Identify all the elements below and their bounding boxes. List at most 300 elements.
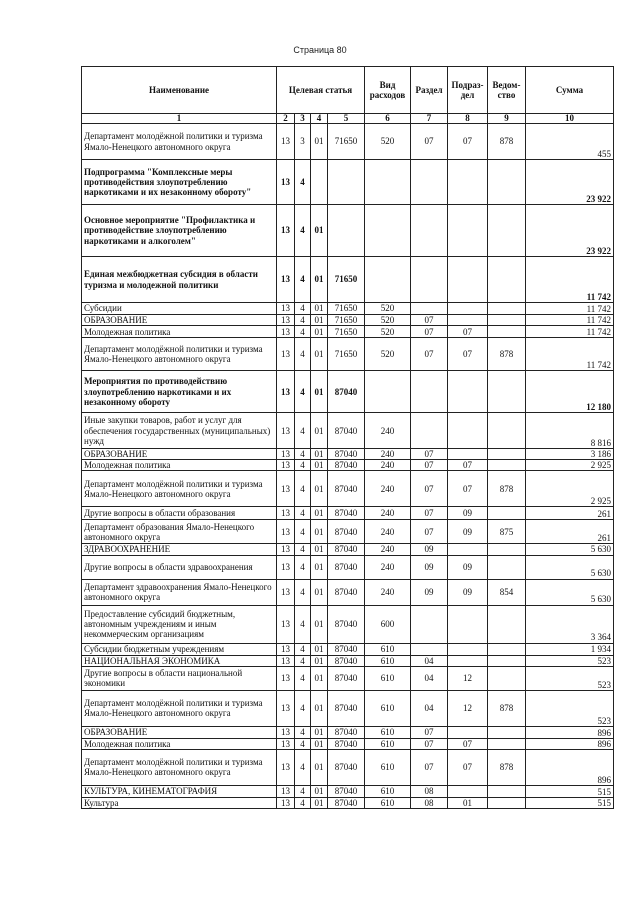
row-name-cell: КУЛЬТУРА, КИНЕМАТОГРАФИЯ: [82, 785, 277, 797]
target-code-direction-cell: 71650: [328, 303, 365, 315]
subsection-cell: 12: [448, 666, 488, 690]
expense-type-cell: 240: [365, 520, 411, 544]
target-code-direction-cell: 87040: [328, 666, 365, 690]
expense-type-cell: 610: [365, 797, 411, 808]
expense-type-cell: 240: [365, 579, 411, 605]
target-code-subprogram-cell: 4: [295, 544, 311, 555]
target-code-event-cell: 01: [311, 555, 328, 579]
table-row: [82, 555, 614, 579]
target-code-direction-cell: 87040: [328, 579, 365, 605]
table-row: [82, 520, 614, 544]
section-cell: 07: [411, 315, 448, 326]
expense-type-cell: 240: [365, 544, 411, 555]
department-code-cell: [488, 303, 526, 315]
target-code-program-cell: 13: [277, 690, 295, 726]
target-code-direction-cell: 71650: [328, 257, 365, 303]
target-code-direction-cell: 87040: [328, 726, 365, 738]
section-cell: 04: [411, 655, 448, 666]
expense-type-cell: 610: [365, 690, 411, 726]
target-code-event-cell: 01: [311, 797, 328, 808]
target-code-program-cell: 13: [277, 460, 295, 471]
row-name-cell: Молодежная политика: [82, 738, 277, 749]
table-row: [82, 666, 614, 690]
header-section: Раздел: [411, 67, 448, 114]
target-code-program-cell: 13: [277, 471, 295, 507]
target-code-subprogram-cell: 4: [295, 690, 311, 726]
department-code-cell: 854: [488, 579, 526, 605]
target-code-direction-cell: 87040: [328, 690, 365, 726]
subsection-cell: 07: [448, 471, 488, 507]
table-row: [82, 326, 614, 338]
subsection-cell: [448, 160, 488, 205]
row-name-cell: Молодежная политика: [82, 326, 277, 338]
row-name-cell: Другие вопросы в области образования: [82, 507, 277, 520]
row-name-cell: Департамент молодёжной политики и туризма Ямало-Ненецкого автономного округа: [82, 471, 277, 507]
subsection-cell: 07: [448, 749, 488, 785]
target-code-direction-cell: 87040: [328, 449, 365, 460]
subsection-cell: 07: [448, 460, 488, 471]
section-cell: 08: [411, 785, 448, 797]
target-code-direction-cell: 87040: [328, 520, 365, 544]
target-code-event-cell: 01: [311, 738, 328, 749]
table-row: [82, 738, 614, 749]
section-cell: 08: [411, 797, 448, 808]
target-code-direction-cell: 71650: [328, 315, 365, 326]
row-name-cell: Другие вопросы в области здравоохранения: [82, 555, 277, 579]
section-cell: 09: [411, 555, 448, 579]
table-row: [82, 544, 614, 555]
expense-type-cell: 240: [365, 413, 411, 449]
subsection-cell: 01: [448, 797, 488, 808]
expense-type-cell: 520: [365, 303, 411, 315]
table-row: [82, 690, 614, 726]
department-code-cell: [488, 726, 526, 738]
target-code-direction-cell: 87040: [328, 738, 365, 749]
target-code-subprogram-cell: 4: [295, 605, 311, 643]
row-name-cell: Подпрограмма "Комплексные меры противодействия злоупотреблению наркотиками и их незаконному обороту": [82, 160, 277, 205]
table-row: [82, 413, 614, 449]
target-code-program-cell: 13: [277, 315, 295, 326]
sum-cell: 2 925: [526, 471, 614, 507]
target-code-subprogram-cell: 4: [295, 507, 311, 520]
table-body: [82, 124, 614, 809]
column-number: 8: [448, 114, 488, 124]
section-cell: 07: [411, 338, 448, 371]
sum-cell: 896: [526, 726, 614, 738]
target-code-event-cell: 01: [311, 605, 328, 643]
sum-cell: 5 630: [526, 555, 614, 579]
row-name-cell: Мероприятия по противодействию злоупотреблению наркотиками и их незаконному обороту: [82, 371, 277, 413]
department-code-cell: 875: [488, 520, 526, 544]
row-name-cell: Департамент молодёжной политики и туризма Ямало-Ненецкого автономного округа: [82, 124, 277, 160]
table-row: [82, 507, 614, 520]
subsection-cell: [448, 449, 488, 460]
target-code-subprogram-cell: 4: [295, 520, 311, 544]
column-number: 2: [277, 114, 295, 124]
department-code-cell: 878: [488, 749, 526, 785]
target-code-program-cell: 13: [277, 605, 295, 643]
section-cell: 07: [411, 738, 448, 749]
sum-cell: 2 925: [526, 460, 614, 471]
target-code-subprogram-cell: 3: [295, 124, 311, 160]
department-code-cell: [488, 797, 526, 808]
table-row: [82, 160, 614, 205]
row-name-cell: Основное мероприятие "Профилактика и противодействие злоупотреблению наркотиками и алкоголем": [82, 205, 277, 257]
section-cell: 07: [411, 460, 448, 471]
subsection-cell: [448, 544, 488, 555]
target-code-subprogram-cell: 4: [295, 460, 311, 471]
row-name-cell: Другие вопросы в области национальной экономики: [82, 666, 277, 690]
subsection-cell: [448, 205, 488, 257]
section-cell: 09: [411, 579, 448, 605]
sum-cell: 11 742: [526, 326, 614, 338]
subsection-cell: [448, 413, 488, 449]
target-code-program-cell: 13: [277, 655, 295, 666]
target-code-event-cell: 01: [311, 544, 328, 555]
target-code-event-cell: 01: [311, 315, 328, 326]
row-name-cell: НАЦИОНАЛЬНАЯ ЭКОНОМИКА: [82, 655, 277, 666]
row-name-cell: Культура: [82, 797, 277, 808]
target-code-direction-cell: 87040: [328, 507, 365, 520]
subsection-cell: [448, 605, 488, 643]
department-code-cell: [488, 257, 526, 303]
row-name-cell: Субсидии: [82, 303, 277, 315]
department-code-cell: [488, 507, 526, 520]
subsection-cell: 07: [448, 738, 488, 749]
expense-type-cell: 240: [365, 555, 411, 579]
department-code-cell: [488, 371, 526, 413]
section-cell: [411, 205, 448, 257]
table-row: [82, 449, 614, 460]
row-name-cell: Департамент молодёжной политики и туризма Ямало-Ненецкого автономного округа: [82, 338, 277, 371]
target-code-subprogram-cell: 4: [295, 413, 311, 449]
row-name-cell: ЗДРАВООХРАНЕНИЕ: [82, 544, 277, 555]
target-code-event-cell: 01: [311, 460, 328, 471]
sum-cell: 5 630: [526, 544, 614, 555]
sum-cell: 261: [526, 507, 614, 520]
section-cell: [411, 303, 448, 315]
target-code-subprogram-cell: 4: [295, 371, 311, 413]
target-code-direction-cell: 87040: [328, 655, 365, 666]
target-code-subprogram-cell: 4: [295, 205, 311, 257]
department-code-cell: [488, 738, 526, 749]
target-code-direction-cell: 71650: [328, 338, 365, 371]
subsection-cell: 09: [448, 507, 488, 520]
row-name-cell: Департамент образования Ямало-Ненецкого автономного округа: [82, 520, 277, 544]
department-code-cell: [488, 326, 526, 338]
target-code-subprogram-cell: 4: [295, 257, 311, 303]
target-code-event-cell: 01: [311, 643, 328, 655]
department-code-cell: [488, 785, 526, 797]
target-code-direction-cell: 87040: [328, 749, 365, 785]
section-cell: [411, 257, 448, 303]
target-code-direction-cell: 71650: [328, 124, 365, 160]
expense-type-cell: [365, 257, 411, 303]
section-cell: 09: [411, 544, 448, 555]
sum-cell: 3 364: [526, 605, 614, 643]
department-code-cell: 878: [488, 690, 526, 726]
target-code-event-cell: 01: [311, 785, 328, 797]
header-subsection: Подраз-дел: [448, 67, 488, 114]
table-row: [82, 205, 614, 257]
department-code-cell: [488, 160, 526, 205]
section-cell: [411, 371, 448, 413]
expense-type-cell: 520: [365, 338, 411, 371]
target-code-event-cell: 01: [311, 413, 328, 449]
section-cell: [411, 160, 448, 205]
target-code-event-cell: 01: [311, 690, 328, 726]
row-name-cell: Единая межбюджетная субсидия в области туризма и молодежной политики: [82, 257, 277, 303]
target-code-subprogram-cell: 4: [295, 326, 311, 338]
section-cell: 04: [411, 690, 448, 726]
sum-cell: 896: [526, 749, 614, 785]
target-code-program-cell: 13: [277, 643, 295, 655]
table-row: [82, 749, 614, 785]
header-department: Ведом-ство: [488, 67, 526, 114]
department-code-cell: [488, 460, 526, 471]
expense-type-cell: 240: [365, 449, 411, 460]
expense-type-cell: 240: [365, 460, 411, 471]
row-name-cell: Предоставление субсидий бюджетным, автономным учреждениям и иным некоммерческим организациям: [82, 605, 277, 643]
row-name-cell: ОБРАЗОВАНИЕ: [82, 449, 277, 460]
target-code-program-cell: 13: [277, 520, 295, 544]
column-number: 1: [82, 114, 277, 124]
target-code-event-cell: 01: [311, 371, 328, 413]
target-code-event-cell: 01: [311, 726, 328, 738]
sum-cell: 12 180: [526, 371, 614, 413]
header-row: [82, 67, 614, 114]
table-row: [82, 303, 614, 315]
expense-type-cell: [365, 160, 411, 205]
header-target-article: Целевая статья: [277, 67, 365, 114]
sum-cell: 523: [526, 690, 614, 726]
expense-type-cell: 610: [365, 749, 411, 785]
target-code-program-cell: 13: [277, 303, 295, 315]
target-code-program-cell: 13: [277, 738, 295, 749]
table-row: [82, 655, 614, 666]
target-code-subprogram-cell: 4: [295, 449, 311, 460]
target-code-event-cell: 01: [311, 338, 328, 371]
target-code-event-cell: 01: [311, 303, 328, 315]
department-code-cell: [488, 655, 526, 666]
target-code-direction-cell: 87040: [328, 797, 365, 808]
column-number: 4: [311, 114, 328, 124]
table-row: [82, 124, 614, 160]
target-code-program-cell: 13: [277, 797, 295, 808]
target-code-program-cell: 13: [277, 160, 295, 205]
target-code-direction-cell: 87040: [328, 544, 365, 555]
table-row: [82, 338, 614, 371]
table-row: [82, 605, 614, 643]
expense-type-cell: 610: [365, 666, 411, 690]
sum-cell: 523: [526, 666, 614, 690]
subsection-cell: [448, 655, 488, 666]
target-code-event-cell: 01: [311, 471, 328, 507]
target-code-program-cell: 13: [277, 555, 295, 579]
subsection-cell: 07: [448, 338, 488, 371]
expense-type-cell: 240: [365, 507, 411, 520]
subsection-cell: [448, 726, 488, 738]
target-code-program-cell: 13: [277, 413, 295, 449]
table-row: [82, 643, 614, 655]
target-code-subprogram-cell: 4: [295, 471, 311, 507]
header-name: Наименование: [82, 67, 277, 114]
target-code-subprogram-cell: 4: [295, 785, 311, 797]
subsection-cell: 09: [448, 579, 488, 605]
row-name-cell: Молодежная политика: [82, 460, 277, 471]
header-expense-type: Вид расходов: [365, 67, 411, 114]
target-code-direction-cell: 87040: [328, 413, 365, 449]
department-code-cell: 878: [488, 124, 526, 160]
sum-cell: 11 742: [526, 315, 614, 326]
target-code-direction-cell: [328, 160, 365, 205]
target-code-program-cell: 13: [277, 449, 295, 460]
target-code-program-cell: 13: [277, 338, 295, 371]
target-code-direction-cell: 87040: [328, 371, 365, 413]
column-number: 5: [328, 114, 365, 124]
subsection-cell: [448, 785, 488, 797]
target-code-event-cell: 01: [311, 666, 328, 690]
subsection-cell: [448, 303, 488, 315]
column-number: 10: [526, 114, 614, 124]
target-code-program-cell: 13: [277, 579, 295, 605]
section-cell: 07: [411, 326, 448, 338]
department-code-cell: [488, 666, 526, 690]
subsection-cell: 09: [448, 520, 488, 544]
table-row: [82, 579, 614, 605]
subsection-cell: 07: [448, 326, 488, 338]
subsection-cell: 07: [448, 124, 488, 160]
column-number-row: [82, 114, 614, 124]
section-cell: 04: [411, 666, 448, 690]
sum-cell: 8 816: [526, 413, 614, 449]
target-code-program-cell: 13: [277, 124, 295, 160]
target-code-direction-cell: 87040: [328, 605, 365, 643]
expense-type-cell: 610: [365, 643, 411, 655]
department-code-cell: [488, 449, 526, 460]
column-number: 9: [488, 114, 526, 124]
expense-type-cell: [365, 205, 411, 257]
table-row: [82, 785, 614, 797]
row-name-cell: Департамент молодёжной политики и туризма Ямало-Ненецкого автономного округа: [82, 690, 277, 726]
target-code-program-cell: 13: [277, 544, 295, 555]
target-code-event-cell: 01: [311, 507, 328, 520]
subsection-cell: [448, 643, 488, 655]
target-code-subprogram-cell: 4: [295, 643, 311, 655]
subsection-cell: [448, 315, 488, 326]
target-code-direction-cell: 87040: [328, 471, 365, 507]
section-cell: [411, 413, 448, 449]
expense-type-cell: 600: [365, 605, 411, 643]
target-code-subprogram-cell: 4: [295, 315, 311, 326]
target-code-program-cell: 13: [277, 326, 295, 338]
section-cell: 07: [411, 520, 448, 544]
target-code-event-cell: 01: [311, 205, 328, 257]
sum-cell: 515: [526, 797, 614, 808]
section-cell: [411, 643, 448, 655]
target-code-direction-cell: 87040: [328, 643, 365, 655]
header-sum: Сумма: [526, 67, 614, 114]
target-code-direction-cell: 87040: [328, 460, 365, 471]
sum-cell: 896: [526, 738, 614, 749]
department-code-cell: 878: [488, 338, 526, 371]
target-code-subprogram-cell: 4: [295, 555, 311, 579]
column-number: 7: [411, 114, 448, 124]
department-code-cell: [488, 205, 526, 257]
sum-cell: 3 186: [526, 449, 614, 460]
target-code-event-cell: 01: [311, 124, 328, 160]
department-code-cell: [488, 413, 526, 449]
budget-table: [81, 66, 614, 809]
row-name-cell: Иные закупки товаров, работ и услуг для обеспечения государственных (муниципальных) нужд: [82, 413, 277, 449]
target-code-event-cell: 01: [311, 749, 328, 785]
target-code-program-cell: 13: [277, 507, 295, 520]
section-cell: 07: [411, 124, 448, 160]
target-code-program-cell: 13: [277, 257, 295, 303]
target-code-direction-cell: 87040: [328, 555, 365, 579]
subsection-cell: [448, 371, 488, 413]
expense-type-cell: 520: [365, 315, 411, 326]
subsection-cell: 12: [448, 690, 488, 726]
expense-type-cell: [365, 371, 411, 413]
target-code-program-cell: 13: [277, 785, 295, 797]
sum-cell: 11 742: [526, 303, 614, 315]
target-code-subprogram-cell: 4: [295, 579, 311, 605]
table-row: [82, 257, 614, 303]
target-code-event-cell: [311, 160, 328, 205]
section-cell: 07: [411, 749, 448, 785]
target-code-direction-cell: 87040: [328, 785, 365, 797]
expense-type-cell: 610: [365, 655, 411, 666]
sum-cell: 23 922: [526, 160, 614, 205]
target-code-subprogram-cell: 4: [295, 655, 311, 666]
expense-type-cell: 520: [365, 124, 411, 160]
section-cell: 07: [411, 726, 448, 738]
target-code-subprogram-cell: 4: [295, 160, 311, 205]
target-code-direction-cell: 71650: [328, 326, 365, 338]
expense-type-cell: 240: [365, 471, 411, 507]
row-name-cell: ОБРАЗОВАНИЕ: [82, 315, 277, 326]
department-code-cell: [488, 643, 526, 655]
row-name-cell: Департамент здравоохранения Ямало-Ненецкого автономного округа: [82, 579, 277, 605]
subsection-cell: [448, 257, 488, 303]
target-code-event-cell: 01: [311, 449, 328, 460]
sum-cell: 5 630: [526, 579, 614, 605]
table-row: [82, 471, 614, 507]
target-code-event-cell: 01: [311, 579, 328, 605]
target-code-event-cell: 01: [311, 257, 328, 303]
section-cell: 07: [411, 471, 448, 507]
sum-cell: 11 742: [526, 257, 614, 303]
table-row: [82, 315, 614, 326]
table-row: [82, 460, 614, 471]
subsection-cell: 09: [448, 555, 488, 579]
row-name-cell: Департамент молодёжной политики и туризма Ямало-Ненецкого автономного округа: [82, 749, 277, 785]
expense-type-cell: 520: [365, 326, 411, 338]
target-code-subprogram-cell: 4: [295, 666, 311, 690]
target-code-direction-cell: [328, 205, 365, 257]
target-code-subprogram-cell: 4: [295, 726, 311, 738]
department-code-cell: [488, 555, 526, 579]
sum-cell: 1 934: [526, 643, 614, 655]
expense-type-cell: 610: [365, 726, 411, 738]
target-code-event-cell: 01: [311, 326, 328, 338]
department-code-cell: [488, 605, 526, 643]
expense-type-cell: 610: [365, 785, 411, 797]
target-code-program-cell: 13: [277, 371, 295, 413]
target-code-program-cell: 13: [277, 666, 295, 690]
row-name-cell: ОБРАЗОВАНИЕ: [82, 726, 277, 738]
